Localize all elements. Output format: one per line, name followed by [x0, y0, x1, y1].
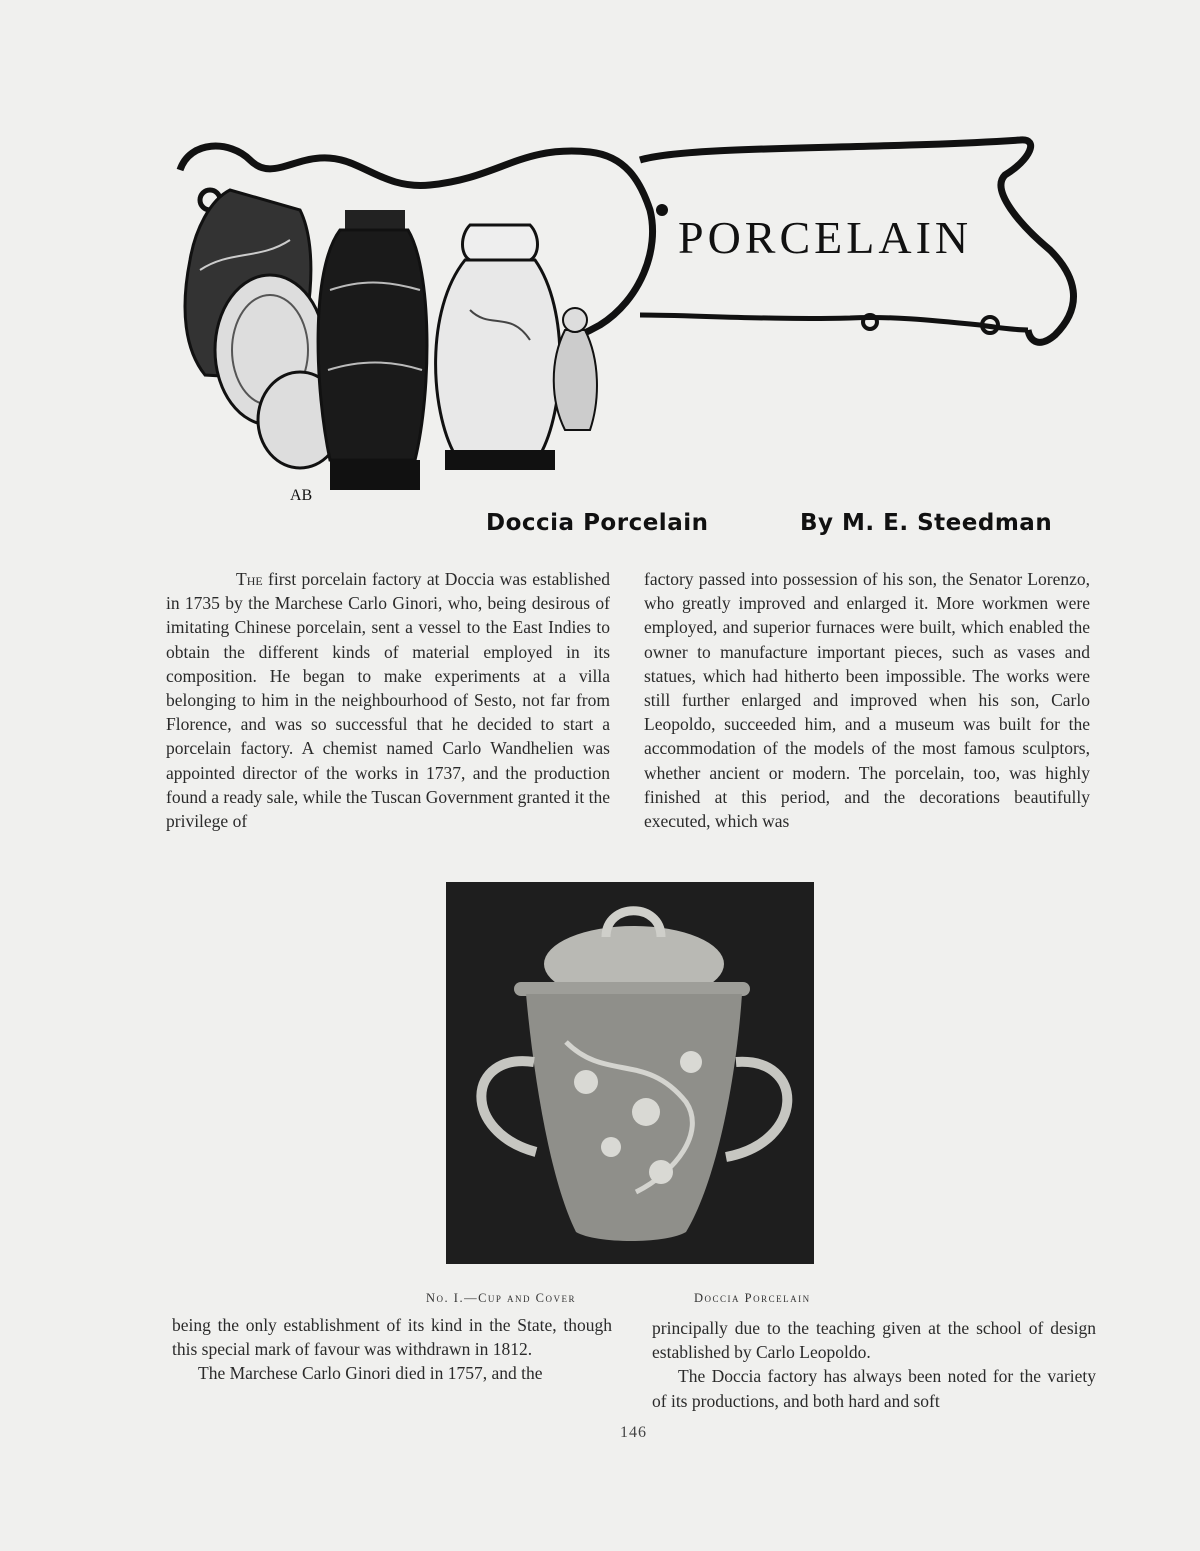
column-bottom-left — [172, 1313, 612, 1386]
column-top-right — [644, 567, 1090, 833]
figure-caption: No. I.—Cup and Cover — [426, 1291, 576, 1305]
paragraph-continued: principally due to the teaching given at the school of design established by Carlo Leopoldo. — [652, 1318, 1096, 1363]
paragraph: The Marchese Carlo Ginori died in 1757, and the — [198, 1363, 543, 1384]
article-title: Doccia Porcelain — [486, 510, 709, 536]
page-number: 146 — [620, 1424, 647, 1441]
banner-title: PORCELAIN — [678, 212, 973, 263]
article-heading — [486, 510, 1086, 544]
byline: By M. E. Steedman — [800, 510, 1053, 536]
svg-text:AB: AB — [290, 487, 313, 504]
figure-caption-source: Doccia Porcelain — [694, 1291, 811, 1305]
paragraph-continued: factory passed into possession of his son, the Senator Lorenzo, who greatly improved and enlarged it. More workmen were employed, and superior furnaces were built, which enabled the owner to manufacture important pieces, such as vases and statues, which had hitherto been impossible. The works were still further enlarged and improved when his son, Carlo Leopoldo, succeeded him, and a museum was built for the accommodation of the models of the most famous sculptors, whether ancient or modern. The porcelain, too, was highly finished at this period, and the decorations beautifully executed, which was — [644, 569, 1090, 832]
column-bottom-right — [652, 1316, 1096, 1413]
paragraph-continued: being the only establishment of its kind in the State, though this special mark of favour was withdrawn in 1812. — [172, 1315, 612, 1360]
paragraph-opening — [166, 567, 610, 833]
porcelain-vases-illustration — [170, 130, 1090, 510]
header-illustration — [170, 130, 1090, 510]
figure-photo-cup-and-cover — [446, 882, 814, 1264]
column-top-left — [166, 567, 610, 833]
paragraph: The Doccia factory has always been noted for the variety of its productions, and both hard and soft — [652, 1366, 1096, 1411]
paragraph-text: first porcelain factory at Doccia was established in 1735 by the Marchese Carlo Ginori, who, being desirous of imitating Chinese porcelain, sent a vessel to the East Indies to obtain the different kinds of material employed in its composition. He began to make experiments at a villa belonging to him in the neighbourhood of Sesto, not far from Florence, and was so successful that he decided to start a porcelain factory. A chemist named Carlo Wandhelien was appointed director of the works in 1737, and the production found a ready sale, while the Tuscan Government granted it the privilege of — [166, 569, 610, 832]
lead-word: The — [236, 569, 263, 589]
